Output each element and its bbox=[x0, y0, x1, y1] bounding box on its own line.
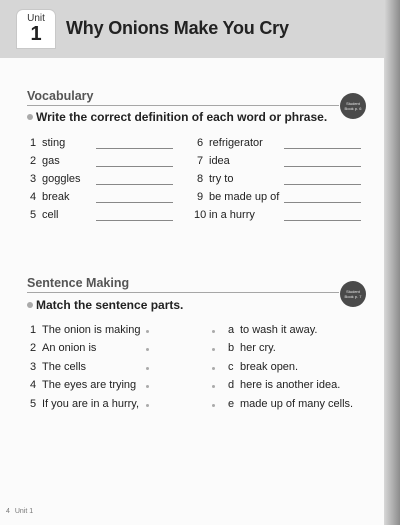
vocabulary-divider bbox=[27, 105, 339, 106]
sentence-making-instruction: Match the sentence parts. bbox=[36, 298, 184, 312]
unit-badge bbox=[17, 10, 55, 48]
sentence-part-end: break open. bbox=[240, 361, 299, 373]
vocab-item-number: 9 bbox=[197, 191, 204, 203]
match-dot[interactable] bbox=[212, 385, 215, 388]
page-title: Why Onions Make You Cry bbox=[66, 18, 289, 38]
vocab-item-word: break bbox=[42, 191, 70, 203]
vocab-item-word: refrigerator bbox=[209, 137, 263, 149]
page-edge-shadow bbox=[384, 0, 400, 525]
sentence-making-divider bbox=[27, 292, 339, 293]
sentence-part-end: her cry. bbox=[240, 342, 276, 354]
match-dot[interactable] bbox=[212, 404, 215, 407]
vocab-item-number: 8 bbox=[197, 173, 204, 185]
answer-line[interactable] bbox=[284, 166, 361, 167]
vocab-item-word: cell bbox=[42, 209, 59, 221]
match-dot[interactable] bbox=[146, 385, 149, 388]
match-dot[interactable] bbox=[146, 330, 149, 333]
vocab-item-word: gas bbox=[42, 155, 60, 167]
page-footer bbox=[6, 508, 33, 515]
bullet-icon bbox=[27, 114, 33, 120]
match-dot[interactable] bbox=[146, 348, 149, 351]
sentence-part-number: 1 bbox=[30, 324, 37, 336]
vocab-item-number: 3 bbox=[30, 173, 37, 185]
sentence-part-start: An onion is bbox=[42, 342, 97, 354]
vocab-item-word: in a hurry bbox=[209, 209, 255, 221]
sentence-part-letter: a bbox=[228, 324, 235, 336]
bullet-icon bbox=[27, 302, 33, 308]
answer-line[interactable] bbox=[96, 148, 173, 149]
answer-line[interactable] bbox=[96, 202, 173, 203]
vocab-item-number: 2 bbox=[30, 155, 37, 167]
sentence-making-heading: Sentence Making bbox=[27, 276, 130, 290]
sentence-part-letter: d bbox=[228, 379, 235, 391]
match-dot[interactable] bbox=[212, 348, 215, 351]
vocab-item-word: idea bbox=[209, 155, 230, 167]
vocab-item-word: try to bbox=[209, 173, 234, 185]
sentence-part-number: 3 bbox=[30, 361, 37, 373]
sentence-part-number: 5 bbox=[30, 398, 37, 410]
vocab-item-word: goggles bbox=[42, 173, 81, 185]
sentence-part-end: made up of many cells. bbox=[240, 398, 354, 410]
sentence-part-number: 4 bbox=[30, 379, 37, 391]
vocab-item-number: 5 bbox=[30, 209, 37, 221]
sentence-part-start: The onion is making bbox=[42, 324, 141, 336]
vocabulary-book-badge: Student Book p. 6 bbox=[340, 93, 366, 119]
page-number: 4 bbox=[6, 508, 10, 515]
answer-line[interactable] bbox=[96, 220, 173, 221]
unit-number: 1 bbox=[30, 23, 42, 45]
match-dot[interactable] bbox=[212, 330, 215, 333]
sentence-part-letter: e bbox=[228, 398, 235, 410]
vocab-item-word: sting bbox=[42, 137, 66, 149]
match-dot[interactable] bbox=[146, 404, 149, 407]
vocab-item-number: 4 bbox=[30, 191, 37, 203]
vocab-item-number: 6 bbox=[197, 137, 204, 149]
vocab-item-word: be made up of bbox=[209, 191, 280, 203]
vocab-item-number: 10 bbox=[194, 209, 207, 221]
answer-line[interactable] bbox=[284, 148, 361, 149]
answer-line[interactable] bbox=[96, 184, 173, 185]
footer-unit-label: Unit 1 bbox=[14, 508, 34, 515]
match-dot[interactable] bbox=[212, 367, 215, 370]
vocab-item-number: 7 bbox=[197, 155, 204, 167]
sentence-part-number: 2 bbox=[30, 342, 37, 354]
vocab-item-number: 1 bbox=[30, 137, 37, 149]
sentence-making-book-badge: Student Book p. 7 bbox=[340, 281, 366, 307]
answer-line[interactable] bbox=[284, 220, 361, 221]
vocabulary-heading: Vocabulary bbox=[27, 89, 94, 103]
sentence-part-start: The eyes are trying bbox=[42, 379, 137, 391]
vocabulary-instruction: Write the correct definition of each word or phrase. bbox=[36, 110, 328, 124]
sentence-part-end: here is another idea. bbox=[240, 379, 341, 391]
answer-line[interactable] bbox=[96, 166, 173, 167]
answer-line[interactable] bbox=[284, 184, 361, 185]
sentence-part-start: If you are in a hurry, bbox=[42, 398, 140, 410]
sentence-part-end: to wash it away. bbox=[240, 324, 318, 336]
sentence-part-start: The cells bbox=[42, 361, 87, 373]
sentence-part-letter: b bbox=[228, 342, 235, 354]
answer-line[interactable] bbox=[284, 202, 361, 203]
unit-label: Unit bbox=[27, 13, 45, 24]
sentence-part-letter: c bbox=[228, 361, 234, 373]
match-dot[interactable] bbox=[146, 367, 149, 370]
